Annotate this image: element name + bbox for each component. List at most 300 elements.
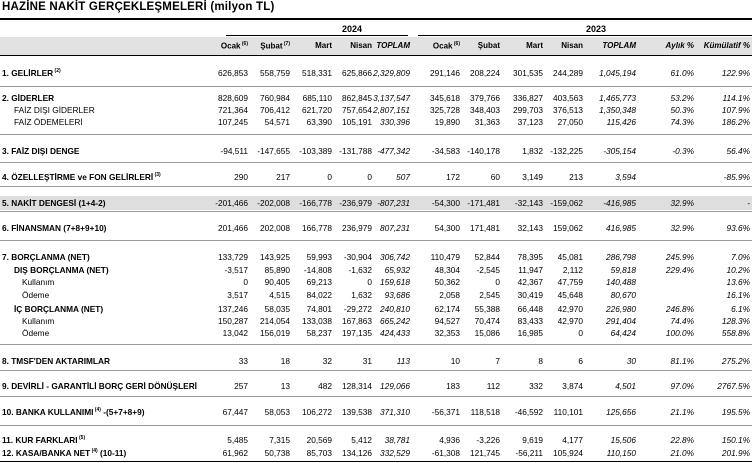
row-label [2,356,110,366]
table-cell: 13 [280,381,290,391]
table-cell: 0 [367,277,372,287]
table-cell: 4,936 [439,435,460,445]
row-label-text: 11. KUR FARKLARI [2,435,78,445]
table-cell: 760,984 [260,93,290,103]
column-header-label: Kümülatif % [703,41,750,50]
table-cell: 721,364 [218,105,248,115]
row-label-text: 5. NAKİT DENGESİ (1+4-2) [2,198,106,208]
table-cell: 197,135 [342,328,372,338]
row-footnote: (2) [53,68,61,75]
table-cell: 16,985 [517,328,543,338]
table-row [0,265,752,276]
table-cell: 156,019 [260,328,290,338]
table-cell: 140,488 [606,277,636,287]
table-cell: 50,738 [264,448,290,458]
column-header-label: Aylık % [665,41,694,50]
table-cell: 376,513 [553,105,583,115]
table-cell: 97.0% [670,381,694,391]
table-cell: 9,619 [522,435,543,445]
row-label [2,223,106,233]
table-cell: 807,231 [380,223,410,233]
table-cell: 862,845 [342,93,372,103]
table-row [0,93,752,104]
table-cell: -132,225 [550,146,583,156]
row-label [2,435,85,445]
table-cell: 59,993 [306,252,332,262]
table-cell: 15,506 [610,435,636,445]
row-label-text: Ödeme [22,290,50,300]
bottom-rule [0,461,752,462]
table-cell: 3,874 [562,381,583,391]
table-cell: 74.4% [670,316,694,326]
table-row [0,172,752,183]
table-row [0,117,752,128]
table-cell: 80,670 [610,290,636,300]
table-cell: 245.9% [665,252,694,262]
table-cell: 6.1% [731,304,750,314]
column-header-11 [704,41,750,50]
table-cell: 11,947 [518,265,543,275]
table-cell: 159,062 [553,223,583,233]
table-cell: -131,788 [339,146,372,156]
table-row [0,146,752,157]
row-separator [0,370,752,371]
table-cell: 167,863 [342,316,372,326]
table-cell: 30,419 [517,290,543,300]
row-label [14,304,103,314]
table-cell: 107.9% [721,105,750,115]
table-cell: 56.4% [726,146,750,156]
table-cell: 275.2% [721,356,750,366]
table-cell: 18 [280,356,290,366]
table-cell: 345,618 [430,93,460,103]
column-header-label: Şubat [260,41,283,51]
row-label [2,381,197,391]
table-cell: 7,315 [269,435,290,445]
table-cell: 32 [322,356,332,366]
table-cell: 114.1% [722,93,750,103]
table-cell: 50.3% [670,105,694,115]
table-cell: -202,008 [257,198,290,208]
table-cell: -46,592 [514,407,543,417]
table-row [0,316,752,327]
table-cell: 172 [446,172,460,182]
table-cell: 13,042 [222,328,248,338]
column-header-7 [526,41,543,50]
table-cell: -201,466 [215,198,248,208]
table-cell: 0 [243,277,248,287]
table-row [0,435,752,446]
table-cell: 706,412 [260,105,290,115]
table-cell: -2,545 [476,265,500,275]
row-label-text: DIŞ BORÇLANMA (NET) [14,265,109,275]
table-cell: 150.1% [721,435,750,445]
table-cell: 4,515 [269,290,290,300]
table-cell: 558.8% [721,328,750,338]
table-cell: 93,686 [384,290,410,300]
table-cell: 30 [626,356,636,366]
table-cell: 10 [450,356,460,366]
table-cell: 306,742 [380,252,410,262]
table-cell: 137,246 [218,304,248,314]
table-cell: 236,979 [342,223,372,233]
row-label [2,146,79,156]
year-2024-rule [226,35,408,36]
row-label-suffix: -(5+7+8+9) [100,407,145,417]
table-cell: 290 [234,172,248,182]
row-label-text: 2. GİDERLER [2,93,55,103]
column-header-label: Ocak [432,41,453,51]
table-cell: 58,237 [306,328,332,338]
column-header-label: Şubat [477,41,500,50]
table-cell: -166,778 [299,198,332,208]
table-cell: 0 [578,328,583,338]
table-cell: 291,146 [430,68,460,78]
table-cell: 1,045,194 [599,68,636,78]
table-cell: -1,632 [348,265,372,275]
table-cell: -56,371 [431,407,460,417]
table-row [0,277,752,288]
table-cell: 8 [538,356,543,366]
table-cell: - [747,198,750,208]
table-cell: 58,053 [264,407,290,417]
table-cell: 4,177 [562,435,583,445]
row-label-text: 4. ÖZELLEŞTİRME ve FON GELİRLERİ [2,172,154,182]
table-cell: -61,308 [431,448,460,458]
row-label [22,290,49,300]
table-cell: 13.6% [726,277,750,287]
table-cell: 330,396 [380,117,410,127]
table-cell: 133,729 [218,252,248,262]
table-cell: 226,980 [606,304,636,314]
table-cell: 202,008 [260,223,290,233]
table-cell: -807,231 [377,198,410,208]
table-cell: 195.5% [721,407,750,417]
table-cell: -477,342 [377,146,410,156]
row-separator [0,162,752,163]
table-cell: 2,545 [479,290,500,300]
table-cell: 159,618 [380,277,410,287]
table-cell: 208,224 [470,68,500,78]
table-cell: -54,300 [431,198,460,208]
table-cell: 625,866 [342,68,372,78]
row-footnote: (4) [90,448,98,455]
table-cell: 150,287 [218,316,248,326]
row-label-text: 12. KASA/BANKA NET [2,448,91,458]
table-cell: 20,569 [306,435,332,445]
year-2024-label: 2024 [342,24,363,34]
table-cell: 42,367 [517,277,543,287]
table-cell: 64,424 [610,328,636,338]
table-cell: 32.9% [670,198,694,208]
table-cell: 3,137,547 [373,93,410,103]
table-cell: 53.2% [670,93,694,103]
column-header-2 [315,41,332,50]
row-separator [0,240,752,241]
table-cell: 217 [276,172,290,182]
row-label-text: Kullanım [22,316,55,326]
table-cell: 128,314 [342,381,372,391]
table-cell: 299,703 [513,105,543,115]
table-cell: 110,101 [553,407,583,417]
table-cell: 183 [446,381,460,391]
table-row [0,356,752,367]
column-header-label: Ocak [220,41,241,51]
table-cell: 757,654 [342,105,372,115]
row-label [2,93,54,103]
table-cell: 2,329,809 [373,68,410,78]
table-row [0,407,752,418]
table-cell: 301,535 [513,68,543,78]
table-cell: 6 [578,356,583,366]
column-header-label: TOPLAM [376,41,410,50]
table-cell: -416,985 [603,198,636,208]
table-cell: 133,038 [302,316,332,326]
table-cell: 74,801 [306,304,332,314]
table-cell: 105,191 [342,117,372,127]
table-cell: -56,211 [515,448,543,458]
row-footnote: (5) [77,435,86,442]
table-cell: 45,081 [557,252,583,262]
row-label-text: 9. DEVİRLİ - GARANTİLİ BORÇ GERİ DÖNÜŞLERİ [2,381,197,391]
row-label [2,252,90,262]
table-cell: 31 [362,356,372,366]
table-cell: 240,810 [380,304,410,314]
table-cell: 10.2% [726,265,750,275]
table-cell: 1,465,773 [599,93,636,103]
table-cell: 121,745 [470,448,500,458]
table-cell: 65,932 [384,265,410,275]
table-row [0,223,752,234]
column-header-label: Nisan [350,41,372,50]
table-cell: 166,778 [302,223,332,233]
table-cell: 94,527 [434,316,460,326]
table-cell: 112 [486,381,500,391]
table-cell: -305,154 [603,146,636,156]
table-cell: 507 [396,172,410,182]
row-label-text: FAİZ ÖDEMELERİ [14,117,83,127]
table-cell: -85.9% [723,172,750,182]
table-cell: 110,150 [606,448,636,458]
column-header-0 [221,41,248,51]
table-cell: -140,178 [467,146,500,156]
table-cell: 54,571 [264,117,290,127]
table-cell: 85,703 [306,448,332,458]
column-header-8 [561,41,583,50]
table-cell: 15,086 [474,328,500,338]
table-cell: 134,126 [342,448,372,458]
table-cell: 107,245 [218,117,248,127]
row-label-text: 7. BORÇLANMA (NET) [2,252,90,262]
table-cell: 1,350,348 [599,105,636,115]
table-cell: 54,300 [434,223,460,233]
row-separator [0,396,752,397]
table-cell: -14,808 [303,265,332,275]
table-cell: 84,022 [306,290,332,300]
column-footnote: (6) [240,41,248,47]
row-label [14,265,109,275]
row-label [22,328,49,338]
top-rule [0,18,752,20]
table-cell: 291,404 [606,316,636,326]
table-cell: 31,363 [474,117,500,127]
table-cell: 52,844 [474,252,500,262]
table-cell: 45,648 [557,290,583,300]
column-footnote: (7) [282,41,290,47]
table-cell: -171,481 [467,198,500,208]
table-cell: 78,395 [517,252,543,262]
row-label-suffix: (10-11) [97,448,127,458]
table-cell: 4,501 [615,381,636,391]
table-cell: 32,353 [434,328,460,338]
table-cell: 60 [490,172,500,182]
table-cell: 348,403 [470,105,500,115]
table-cell: -29,272 [343,304,372,314]
table-row [0,448,752,459]
column-header-3 [350,41,372,50]
row-label [2,68,61,78]
table-row [0,328,752,339]
table-cell: 115,426 [606,117,636,127]
table-cell: -3,226 [476,435,500,445]
table-cell: -94,511 [220,146,248,156]
table-cell: 110,479 [430,252,460,262]
table-cell: 100.0% [665,328,694,338]
table-cell: 139,538 [342,407,372,417]
table-cell: 83,433 [517,316,543,326]
year-2023-label: 2023 [586,24,607,34]
column-header-5 [433,41,460,51]
table-cell: 70,474 [474,316,500,326]
table-cell: 0 [495,277,500,287]
table-cell: 371,310 [380,407,410,417]
table-cell: 67,447 [222,407,248,417]
table-cell: 186.2% [721,117,750,127]
table-cell: 213 [569,172,583,182]
row-separator [0,186,752,187]
table-cell: 0 [327,172,332,182]
table-cell: 558,759 [260,68,290,78]
table-cell: 19,890 [434,117,460,127]
table-cell: 201.9% [721,448,750,458]
table-cell: 74.3% [670,117,694,127]
table-cell: -32,143 [514,198,543,208]
table-cell: -147,655 [257,146,290,156]
table-cell: 7.0% [731,252,750,262]
row-footnote: (3) [153,172,161,179]
table-row [0,304,752,315]
row-label-text: 8. TMSF'DEN AKTARIMLAR [2,356,110,366]
row-label [22,316,54,326]
table-cell: 90,405 [264,277,290,287]
table-cell: 81.1% [670,356,694,366]
table-cell: 1,632 [351,290,372,300]
row-label [14,105,95,115]
table-cell: 50,362 [434,277,460,287]
table-cell: -0.3% [672,146,694,156]
table-cell: 21.0% [670,448,694,458]
table-cell: 106,272 [302,407,332,417]
row-label-text: 1. GELİRLER [2,68,54,78]
table-row [0,290,752,301]
table-cell: 2,058 [439,290,460,300]
table-cell: 55,388 [474,304,500,314]
table-cell: 3,517 [227,290,248,300]
table-cell: -34,583 [431,146,460,156]
table-cell: 42,970 [557,304,583,314]
table-cell: 244,289 [553,68,583,78]
table-cell: 32,143 [517,223,543,233]
column-header-1 [260,41,290,51]
table-cell: 332,529 [380,448,410,458]
column-footnote: (6) [452,41,460,47]
row-label [2,172,161,182]
row-label-text: İÇ BORÇLANMA (NET) [14,304,104,314]
column-header-9 [602,41,636,50]
table-cell: 336,827 [513,93,543,103]
row-separator [0,425,752,426]
table-cell: -30,904 [343,252,372,262]
table-cell: 2767.5% [717,381,750,391]
table-cell: 69,213 [306,277,332,287]
table-cell: 518,331 [302,68,332,78]
table-cell: 125,656 [606,407,636,417]
table-cell: 129,066 [380,381,410,391]
row-label [14,117,83,127]
table-cell: -103,389 [299,146,332,156]
table-cell: 416,985 [606,223,636,233]
column-header-4 [376,41,410,50]
row-label-text: 3. FAİZ DIŞI DENGE [2,146,80,156]
row-separator [0,86,752,87]
table-cell: 171,481 [470,223,500,233]
table-cell: 5,412 [351,435,372,445]
table-cell: 58,035 [264,304,290,314]
table-row [0,381,752,392]
table-cell: 128.3% [721,316,750,326]
table-cell: 93.6% [726,223,750,233]
table-cell: 122.9% [721,68,750,78]
table-cell: 828,609 [218,93,248,103]
row-footnote: (4) [93,407,101,414]
table-cell: 27,050 [557,117,583,127]
table-cell: 85,890 [264,265,290,275]
table-cell: 424,433 [380,328,410,338]
table-cell: 5,485 [227,435,248,445]
table-cell: 1,832 [522,146,543,156]
row-label-text: Kullanım [22,277,55,287]
row-label-text: 6. FİNANSMAN (7+8+9+10) [2,223,107,233]
table-cell: 118,518 [470,407,500,417]
table-cell: 63,390 [306,117,332,127]
table-row [0,105,752,116]
year-2023-rule [418,35,752,36]
table-cell: 3,149 [522,172,543,182]
table-cell: 42,970 [557,316,583,326]
table-cell: 62,174 [434,304,460,314]
table-cell: -159,062 [550,198,583,208]
table-cell: 286,798 [606,252,636,262]
row-label [2,198,106,208]
table-cell: 403,563 [553,93,583,103]
table-cell: 59,818 [610,265,636,275]
table-cell: 201,466 [218,223,248,233]
table-cell: 38,781 [384,435,410,445]
header-rule [0,55,752,56]
table-cell: 22.8% [670,435,694,445]
table-cell: 66,448 [517,304,543,314]
table-cell: 3,594 [615,172,636,182]
